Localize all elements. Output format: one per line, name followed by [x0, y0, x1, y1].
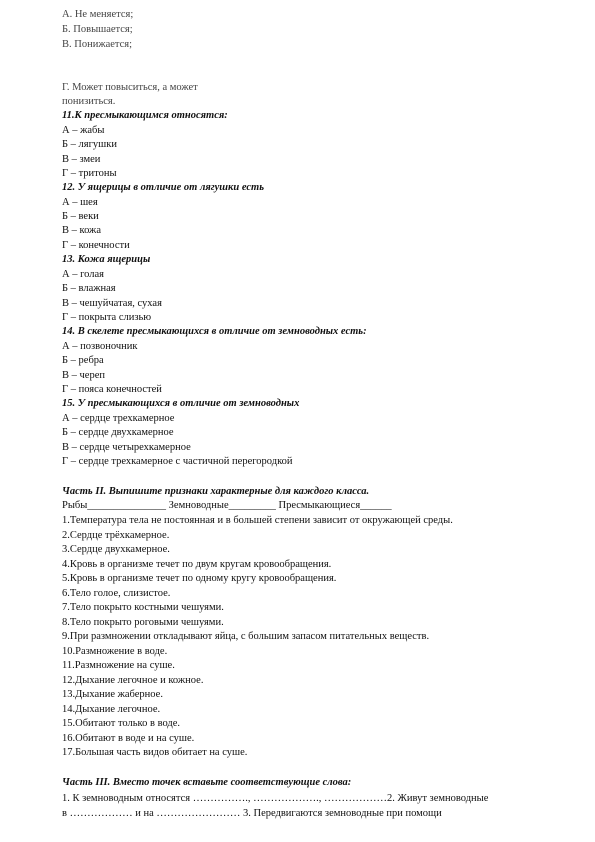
- trait-item: 8.Тело покрыто роговыми чешуями.: [62, 617, 224, 628]
- fill-in-line: 1. К земноводным относятся ……………., ………………., ………………2. Живут земноводные: [62, 793, 489, 804]
- answer-option: Г – покрыта слизью: [62, 312, 152, 323]
- trait-item: 17.Большая часть видов обитает на суше.: [62, 747, 248, 758]
- answer-option: В – череп: [62, 370, 105, 381]
- answer-option: Б – сердце двухкамерное: [62, 427, 174, 438]
- answer-option: В – чешуйчатая, сухая: [62, 298, 162, 309]
- trait-item: 15.Обитают только в воде.: [62, 718, 181, 729]
- answer-option: А – шея: [62, 197, 98, 208]
- trait-item: 1.Температура тела не постоянная и в большей степени зависит от окружающей среды.: [62, 515, 453, 526]
- answer-option: В – змеи: [62, 154, 101, 165]
- answer-option: Б – лягушки: [62, 139, 117, 150]
- answer-option: Г – пояса конечностей: [62, 384, 162, 395]
- question-title: 12. У ящерицы в отличие от лягушки есть: [62, 182, 264, 193]
- option-text: В. Понижается;: [62, 39, 133, 50]
- option-text: Б. Повышается;: [62, 24, 133, 35]
- trait-item: 14.Дыхание легочное.: [62, 704, 161, 715]
- trait-item: 13.Дыхание жаберное.: [62, 689, 163, 700]
- trait-item: 4.Кровь в организме течет по двум кругам кровообращения.: [62, 559, 332, 570]
- answer-option: Б – влажная: [62, 283, 116, 294]
- trait-item: 7.Тело покрыто костными чешуями.: [62, 602, 224, 613]
- part-title: Часть III. Вместо точек вставьте соответствующие слова:: [62, 777, 352, 788]
- answer-option: В – сердце четырехкамерное: [62, 442, 191, 453]
- question-title: 13. Кожа ящерицы: [62, 254, 151, 265]
- trait-item: 16.Обитают в воде и на суше.: [62, 733, 195, 744]
- trait-item: 12.Дыхание легочное и кожное.: [62, 675, 204, 686]
- option-text: понизиться.: [62, 96, 116, 107]
- classes-line: Рыбы_______________ Земноводные_________ Пресмыкающиеся______: [62, 500, 392, 511]
- part-title: Часть II. Выпишите признаки характерные для каждого класса.: [62, 486, 370, 497]
- fill-in-line: в ……………… и на …………………… 3. Передвигаются земноводные при помощи: [62, 808, 442, 819]
- trait-item: 6.Тело голое, слизистое.: [62, 588, 171, 599]
- trait-item: 10.Размножение в воде.: [62, 646, 168, 657]
- answer-option: А – голая: [62, 269, 104, 280]
- trait-item: 3.Сердце двухкамерное.: [62, 544, 170, 555]
- question-title: 11.К пресмыкающимся относятся:: [62, 110, 228, 121]
- trait-item: 9.При размножении откладывают яйца, с большим запасом питательных веществ.: [62, 631, 430, 642]
- question-title: 14. В скелете пресмыкающихся в отличие от земноводных есть:: [62, 326, 367, 337]
- trait-item: 11.Размножение на суше.: [62, 660, 175, 671]
- answer-option: Г – тритоны: [62, 168, 117, 179]
- trait-item: 2.Сердце трёхкамерное.: [62, 530, 170, 541]
- trait-item: 5.Кровь в организме течет по одному кругу кровообращения.: [62, 573, 337, 584]
- answer-option: А – сердце трехкамерное: [62, 413, 175, 424]
- answer-option: Б – ребра: [62, 355, 104, 366]
- answer-option: А – жабы: [62, 125, 105, 136]
- question-title: 15. У пресмыкающихся в отличие от земноводных: [62, 398, 300, 409]
- answer-option: Г – сердце трехкамерное с частичной перегородкой: [62, 456, 293, 467]
- option-text: А. Не меняется;: [62, 9, 134, 20]
- answer-option: Г – конечности: [62, 240, 130, 251]
- answer-option: А – позвоночник: [62, 341, 138, 352]
- answer-option: Б – веки: [62, 211, 99, 222]
- option-text: Г. Может повыситься, а может: [62, 82, 198, 93]
- answer-option: В – кожа: [62, 225, 101, 236]
